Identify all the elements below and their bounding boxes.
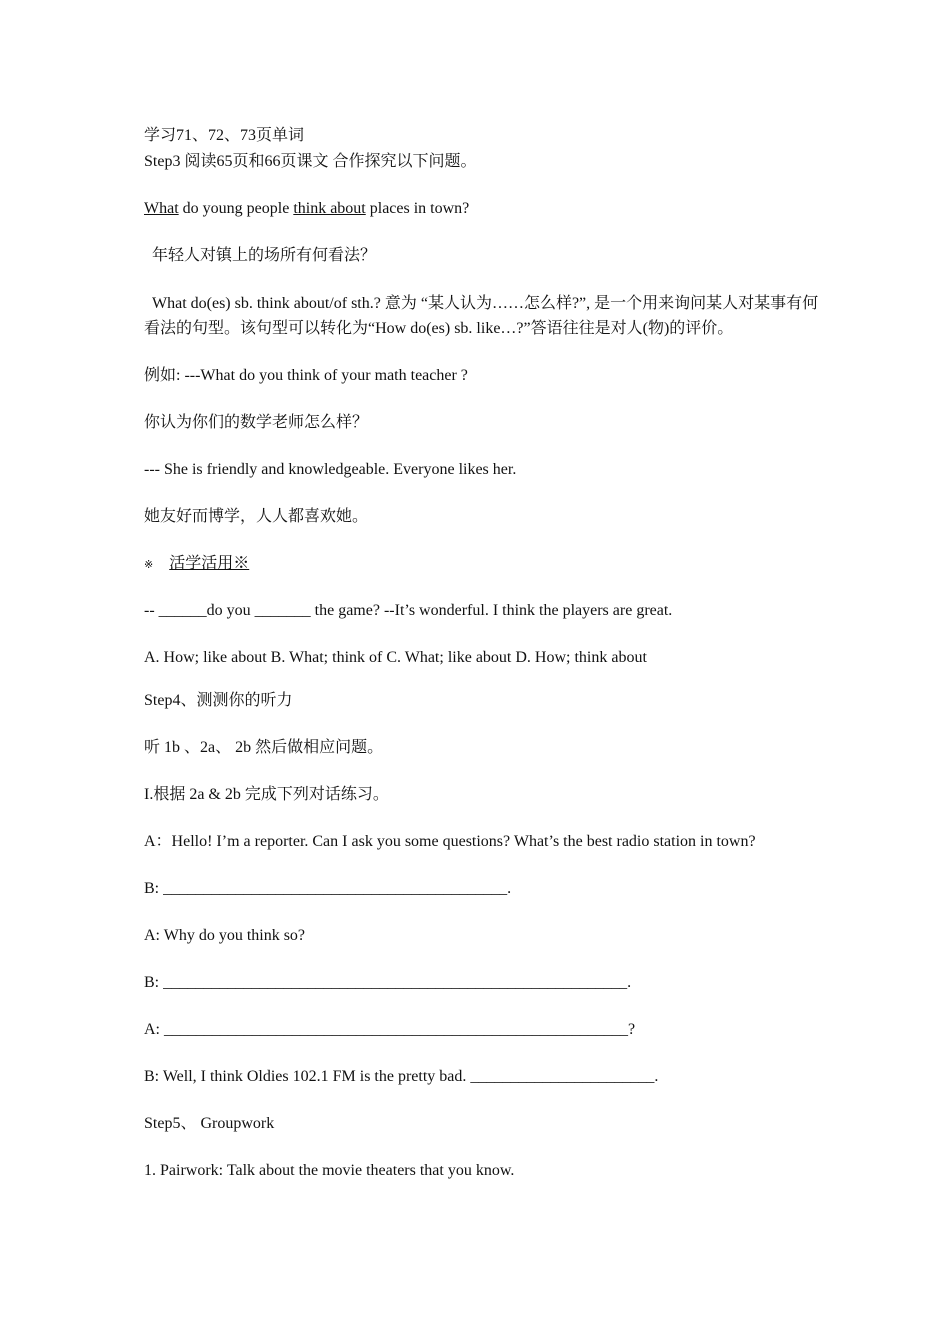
key-question — [144, 198, 469, 220]
dialogue-line-2: B: ___________________________________________. — [144, 880, 512, 897]
practice-question: -- ______do you _______ the game? --It’s wonderful. I think the players are great. — [144, 602, 673, 619]
dialogue-line-1: A：Hello! I’m a reporter. Can I ask you some questions? What’s the best radio station in town? — [144, 833, 756, 850]
example-question-chinese: 你认为你们的数学老师怎么样？ — [144, 414, 369, 431]
reference-mark-icon: ※ — [144, 559, 154, 571]
key-question-mid: do young people — [178, 200, 294, 217]
grammar-explanation: What do(es) sb. think about/of sth.? 意为 “某人认为……怎么样?”, 是一个用来询问某人对某事有何看法的句型。该句型可以转化为“How do(es) sb. like…?”答语往往是对人(物)的评价。 — [144, 295, 819, 337]
practice-title: 活学活用※ — [169, 555, 250, 572]
part1-heading: I.根据 2a & 2b 完成下列对话练习。 — [144, 786, 389, 803]
study-words-line: 学习71、72、73页单词 — [144, 127, 305, 144]
key-question-think-about: think about — [293, 200, 366, 217]
step5-heading: Step5、 Groupwork — [144, 1115, 275, 1132]
example-answer-chinese: 她友好而博学，人人都喜欢她。 — [144, 508, 369, 525]
dialogue-line-3: A: Why do you think so? — [144, 927, 306, 944]
listening-instruction: 听 1b 、2a、 2b 然后做相应问题。 — [144, 739, 384, 756]
pairwork-line: 1. Pairwork: Talk about the movie theaters that you know. — [144, 1162, 515, 1179]
practice-heading — [144, 553, 249, 576]
key-question-what: What — [144, 200, 179, 217]
example-question: 例如: ---What do you think of your math teacher ? — [144, 367, 468, 384]
dialogue-line-5: A: __________________________________________________________? — [144, 1021, 636, 1038]
step3-heading: Step3 阅读65页和66页课文 合作探究以下问题。 — [144, 153, 477, 170]
example-answer: --- She is friendly and knowledgeable. Everyone likes her. — [144, 461, 517, 478]
practice-options: A. How; like about B. What; think of C. What; like about D. How; think about — [144, 649, 647, 666]
dialogue-line-4: B: __________________________________________________________. — [144, 974, 632, 991]
key-question-end: places in town? — [365, 200, 470, 217]
dialogue-line-6: B: Well, I think Oldies 102.1 FM is the pretty bad. _______________________. — [144, 1068, 659, 1085]
step4-heading: Step4、测测你的听力 — [144, 692, 293, 709]
key-question-chinese: 年轻人对镇上的场所有何看法？ — [152, 247, 377, 264]
